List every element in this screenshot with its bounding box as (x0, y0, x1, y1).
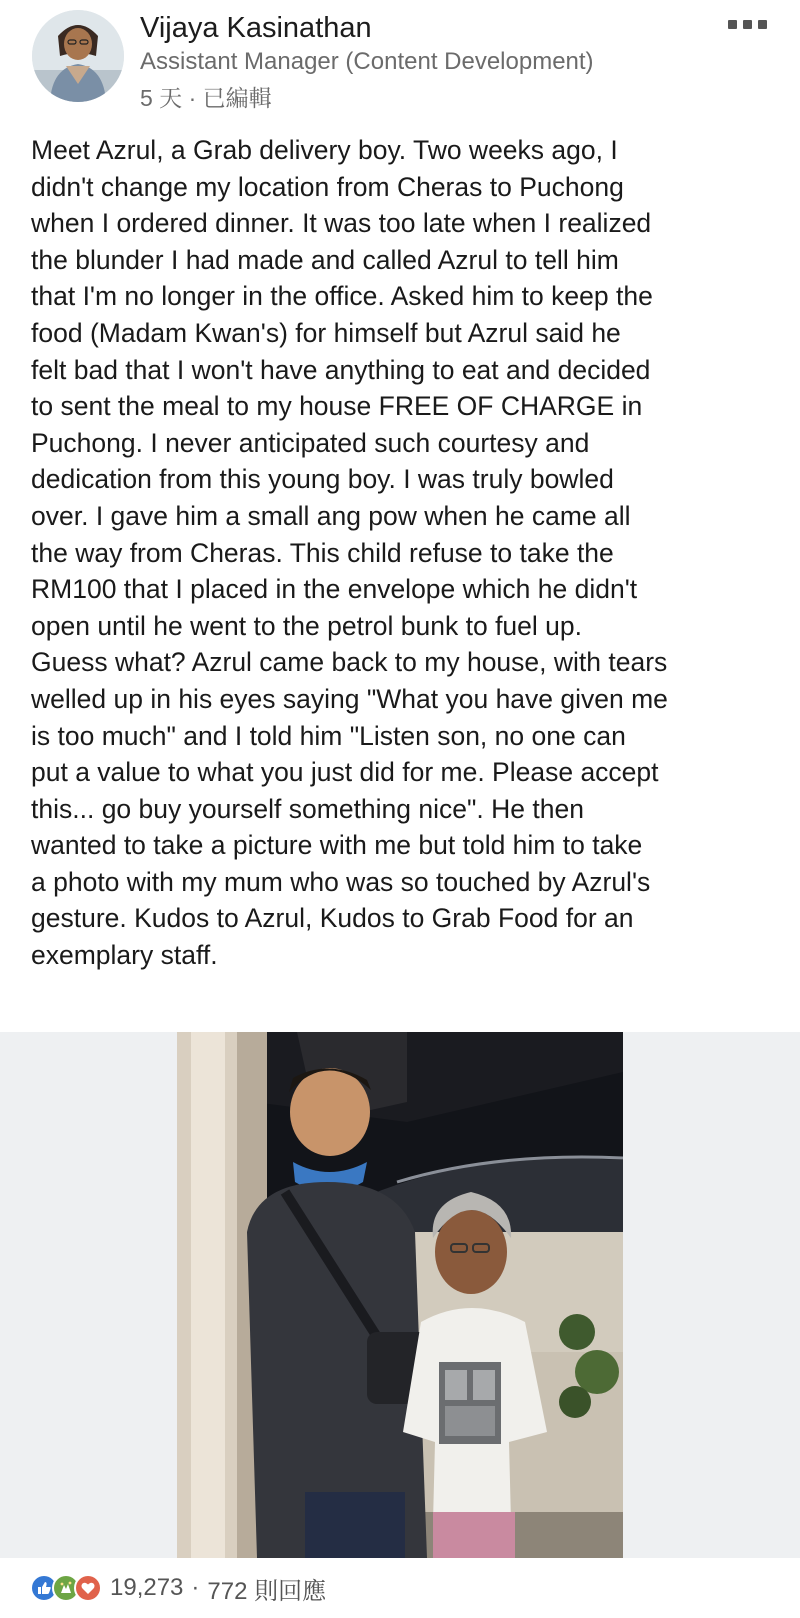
more-options-icon[interactable] (728, 16, 772, 32)
post-photo[interactable] (177, 1032, 623, 1558)
avatar[interactable] (32, 10, 124, 102)
post-header (0, 0, 800, 120)
post-timestamp: 5 天 · 已編輯 (140, 85, 272, 111)
reaction-count[interactable]: 19,273 (110, 1574, 184, 1601)
more-dot (758, 20, 767, 29)
reactions-bar[interactable] (30, 1570, 326, 1606)
separator: · (191, 1574, 200, 1601)
more-dot (728, 20, 737, 29)
more-dot (743, 20, 752, 29)
love-icon[interactable] (74, 1574, 102, 1602)
post-text: Meet Azrul, a Grab delivery boy. Two weeks ago, I didn't change my location from Cheras to Puchong when I ordered dinner. It was too late when I realized the blunder I had made and called Azrul to tell him that I'm no longer in the office. Asked him to keep the food (Madam Kwan's) for himself but Azrul said he felt bad that I won't have anything to eat and decided to sent the meal to my house FREE OF CHARGE in Puchong. I never anticipated such courtesy and dedication from this young boy. I was truly bowled over. I gave him a small ang pow when he came all the way from Cheras. This child refuse to take the RM100 that I placed in the envelope which he didn't open until he went to the petrol bunk to fuel up. Guess what? Azrul came back to my house, with tears welled up in his eyes saying "What you have given me is too much" and I told him "Listen son, no one can put a value to what you just did for me. Please accept this... go buy yourself something nice". He then wanted to take a picture with me but told him to take a photo with my mum who was so touched by Azrul's gesture. Kudos to Azrul, Kudos to Grab Food for an exemplary staff. (31, 135, 668, 971)
author-title: Assistant Manager (Content Development) (140, 48, 594, 75)
author-name[interactable]: Vijaya Kasinathan (140, 12, 372, 44)
comment-count[interactable]: 772 則回應 (207, 1577, 327, 1605)
post-image-container[interactable] (0, 1032, 800, 1558)
